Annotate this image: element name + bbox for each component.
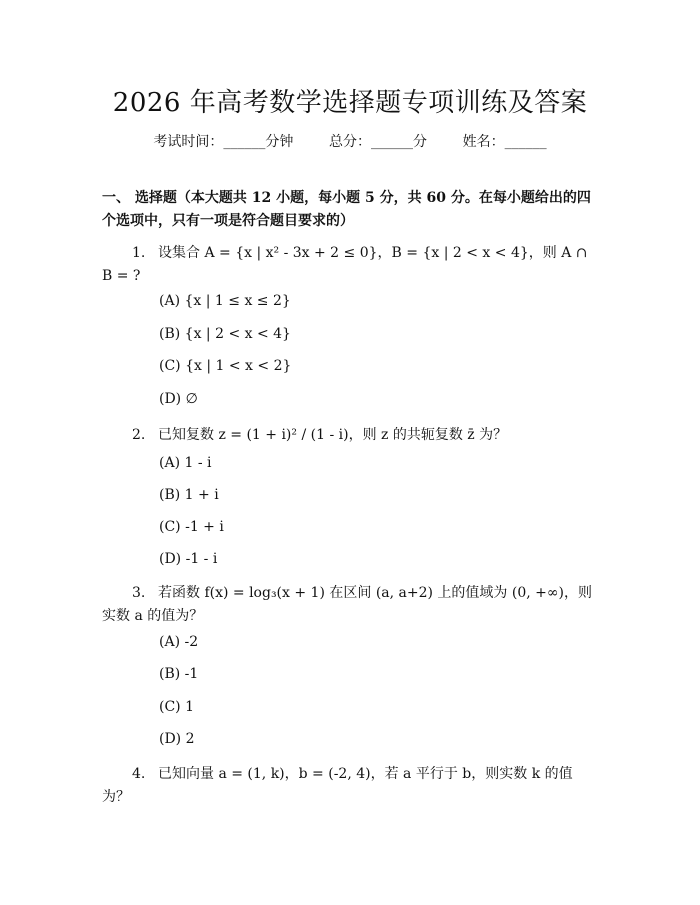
question-number: 4. xyxy=(132,766,146,782)
question-2 xyxy=(102,424,600,447)
exam-time-field: 考试时间：______分钟 xyxy=(153,134,294,150)
option-a: (A) -2 xyxy=(159,634,199,650)
question-1 xyxy=(102,242,600,288)
page-title: 2026 年高考数学选择题专项训练及答案 xyxy=(112,88,588,118)
option-c: (C) -1 + i xyxy=(159,519,224,535)
question-number: 1. xyxy=(132,245,146,261)
question-text: 已知复数 z = (1 + i)² / (1 - i)，则 z 的共轭复数 z̄ 为？ xyxy=(158,427,508,443)
option-d: (D) ∅ xyxy=(159,391,198,407)
question-3 xyxy=(102,582,600,628)
section-heading: 一、 选择题（本大题共 12 小题，每小题 5 分，共 60 分。在每小题给出的四个选项中，只有一项是符合题目要求的） xyxy=(102,190,591,229)
option-a: (A) 1 - i xyxy=(159,455,212,471)
total-score-field: 总分：______分 xyxy=(329,134,427,150)
question-text: 若函数 f(x) = log₃(x + 1) 在区间 (a, a+2) 上的值域为 (0, +∞)，则实数 a 的值为？ xyxy=(102,585,592,624)
question-number: 2. xyxy=(132,427,146,443)
option-b: (B) 1 + i xyxy=(159,487,219,503)
exam-info-line xyxy=(0,131,700,151)
option-a: (A) {x | 1 ≤ x ≤ 2} xyxy=(159,293,291,309)
question-number: 3. xyxy=(132,585,146,601)
option-d: (D) -1 - i xyxy=(159,551,218,567)
question-text: 已知向量 a = (1, k)，b = (-2, 4)，若 a 平行于 b，则实数 k 的值为？ xyxy=(102,766,573,805)
student-name-field: 姓名：______ xyxy=(462,134,547,150)
option-b: (B) {x | 2 < x < 4} xyxy=(159,326,291,342)
option-c: (C) {x | 1 < x < 2} xyxy=(159,358,292,374)
question-text: 设集合 A = {x | x² - 3x + 2 ≤ 0}，B = {x | 2 < x < 4}，则 A ∩ B = ? xyxy=(102,245,588,284)
option-d: (D) 2 xyxy=(159,731,195,747)
option-c: (C) 1 xyxy=(159,699,194,715)
option-b: (B) -1 xyxy=(159,666,199,682)
question-4 xyxy=(102,763,600,809)
